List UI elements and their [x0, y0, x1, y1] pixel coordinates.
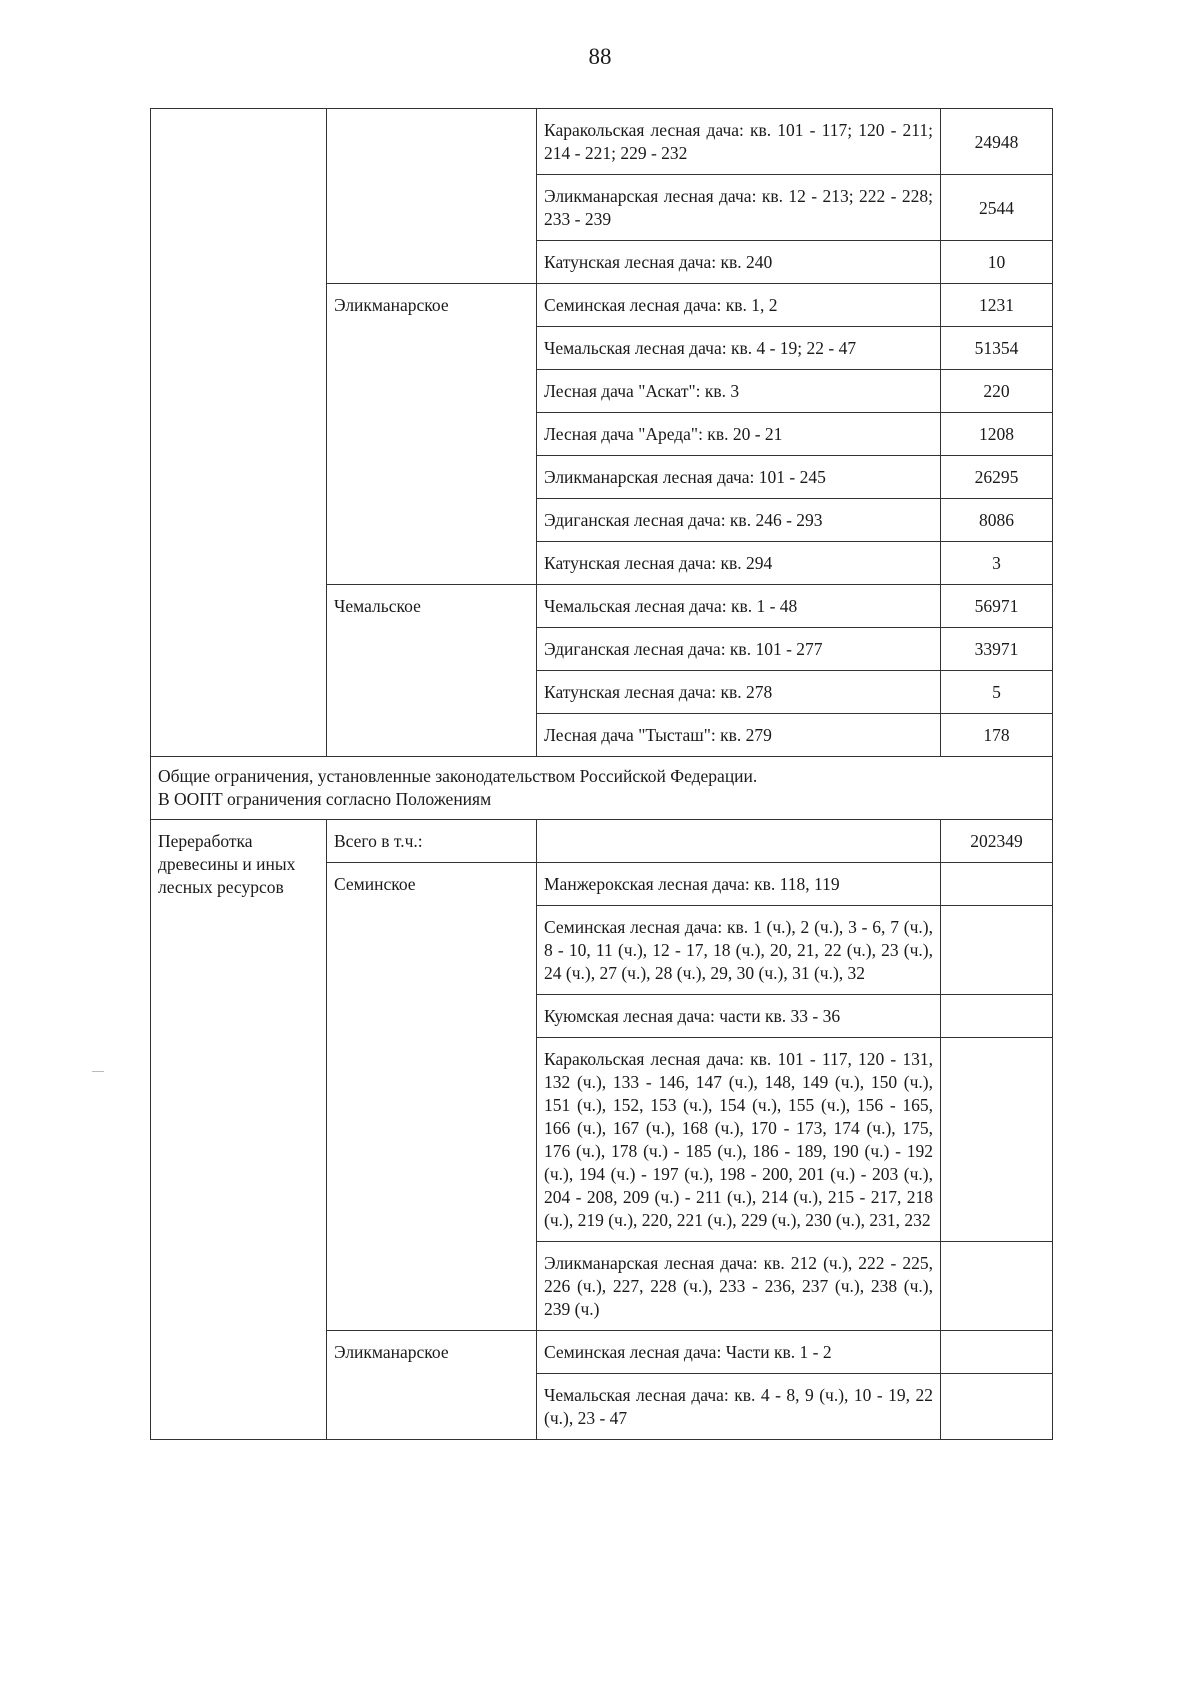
note-line-2: В ООПТ ограничения согласно Положениям	[158, 789, 492, 809]
description-cell: Катунская лесная дача: кв. 240	[537, 241, 941, 284]
description-cell: Манжерокская лесная дача: кв. 118, 119	[537, 863, 941, 906]
description-cell: Лесная дача "Ареда": кв. 20 - 21	[537, 413, 941, 456]
area-value-cell: 1208	[941, 413, 1053, 456]
description-cell: Семинская лесная дача: кв. 1 (ч.), 2 (ч.), 3 - 6, 7 (ч.), 8 - 10, 11 (ч.), 12 - 17, 18 (ч.), 20, 21, 22 (ч.), 23 (ч.), 24 (ч.), 27 (ч.), 28 (ч.), 29, 30 (ч.), 31 (ч.), 32	[537, 906, 941, 995]
description-cell: Лесная дача "Аскат": кв. 3	[537, 370, 941, 413]
locality-cell: Семинское	[327, 863, 537, 1331]
page-number: 88	[588, 44, 612, 69]
description-cell: Лесная дача "Тысташ": кв. 279	[537, 714, 941, 757]
note-row	[151, 757, 1053, 820]
description-cell: Катунская лесная дача: кв. 278	[537, 671, 941, 714]
margin-mark	[92, 1071, 104, 1072]
total-row	[151, 820, 1053, 863]
description-cell: Эликманарская лесная дача: 101 - 245	[537, 456, 941, 499]
area-value-cell: 1231	[941, 284, 1053, 327]
description-cell: Эдиганская лесная дача: кв. 101 - 277	[537, 628, 941, 671]
description-cell: Чемальская лесная дача: кв. 4 - 19; 22 - 47	[537, 327, 941, 370]
area-value-cell: 56971	[941, 585, 1053, 628]
area-value-cell: 220	[941, 370, 1053, 413]
total-label-cell: Всего в т.ч.:	[327, 820, 537, 863]
description-cell: Семинская лесная дача: Части кв. 1 - 2	[537, 1331, 941, 1374]
area-value-cell: 33971	[941, 628, 1053, 671]
restrictions-table	[150, 108, 1053, 1440]
description-cell: Каракольская лесная дача: кв. 101 - 117, 120 - 131, 132 (ч.), 133 - 146, 147 (ч.), 148, 149 (ч.), 150 (ч.), 151 (ч.), 152, 153 (ч.), 154 (ч.), 155 (ч.), 156 - 165, 166 (ч.), 167 (ч.), 168 (ч.), 170 - 173, 174 (ч.), 175, 176 (ч.), 178 (ч.) - 185 (ч.), 186 - 189, 190 (ч.) - 192 (ч.), 194 (ч.) - 197 (ч.), 198 - 200, 201 (ч.) - 203 (ч.), 204 - 208, 209 (ч.) - 211 (ч.), 214 (ч.), 215 - 217, 218 (ч.), 219 (ч.), 220, 221 (ч.), 229 (ч.), 230 (ч.), 231, 232	[537, 1038, 941, 1242]
area-value-cell: 10	[941, 241, 1053, 284]
description-cell: Чемальская лесная дача: кв. 4 - 8, 9 (ч.), 10 - 19, 22 (ч.), 23 - 47	[537, 1374, 941, 1440]
description-cell	[537, 820, 941, 863]
area-value-cell: 51354	[941, 327, 1053, 370]
area-value-cell: 2544	[941, 175, 1053, 241]
note-cell	[151, 757, 1053, 820]
area-value-cell	[941, 906, 1053, 995]
locality-cell	[327, 109, 537, 284]
area-value-cell: 26295	[941, 456, 1053, 499]
description-cell: Чемальская лесная дача: кв. 1 - 48	[537, 585, 941, 628]
description-cell: Эдиганская лесная дача: кв. 246 - 293	[537, 499, 941, 542]
locality-cell: Эликманарское	[327, 1331, 537, 1440]
locality-cell: Эликманарское	[327, 284, 537, 585]
description-cell: Каракольская лесная дача: кв. 101 - 117; 120 - 211; 214 - 221; 229 - 232	[537, 109, 941, 175]
locality-cell: Чемальское	[327, 585, 537, 757]
description-cell: Эликманарская лесная дача: кв. 212 (ч.), 222 - 225, 226 (ч.), 227, 228 (ч.), 233 - 236, 237 (ч.), 238 (ч.), 239 (ч.)	[537, 1242, 941, 1331]
area-value-cell	[941, 1374, 1053, 1440]
table-row	[151, 109, 1053, 175]
area-value-cell: 8086	[941, 499, 1053, 542]
description-cell: Эликманарская лесная дача: кв. 12 - 213; 222 - 228; 233 - 239	[537, 175, 941, 241]
description-cell: Катунская лесная дача: кв. 294	[537, 542, 941, 585]
area-value-cell: 5	[941, 671, 1053, 714]
activity-cell: Переработка древесины и иных лесных ресурсов	[151, 820, 327, 1440]
bottom-section	[151, 820, 1053, 1440]
area-value-cell	[941, 863, 1053, 906]
area-value-cell	[941, 1242, 1053, 1331]
area-value-cell	[941, 1331, 1053, 1374]
total-value-cell: 202349	[941, 820, 1053, 863]
top-section	[151, 109, 1053, 757]
description-cell: Семинская лесная дача: кв. 1, 2	[537, 284, 941, 327]
area-value-cell	[941, 1038, 1053, 1242]
area-value-cell: 24948	[941, 109, 1053, 175]
area-value-cell: 178	[941, 714, 1053, 757]
area-value-cell: 3	[941, 542, 1053, 585]
activity-cell	[151, 109, 327, 757]
note-line-1: Общие ограничения, установленные законодательством Российской Федерации.	[158, 766, 758, 786]
note-section	[151, 757, 1053, 820]
description-cell: Куюмская лесная дача: части кв. 33 - 36	[537, 995, 941, 1038]
area-value-cell	[941, 995, 1053, 1038]
